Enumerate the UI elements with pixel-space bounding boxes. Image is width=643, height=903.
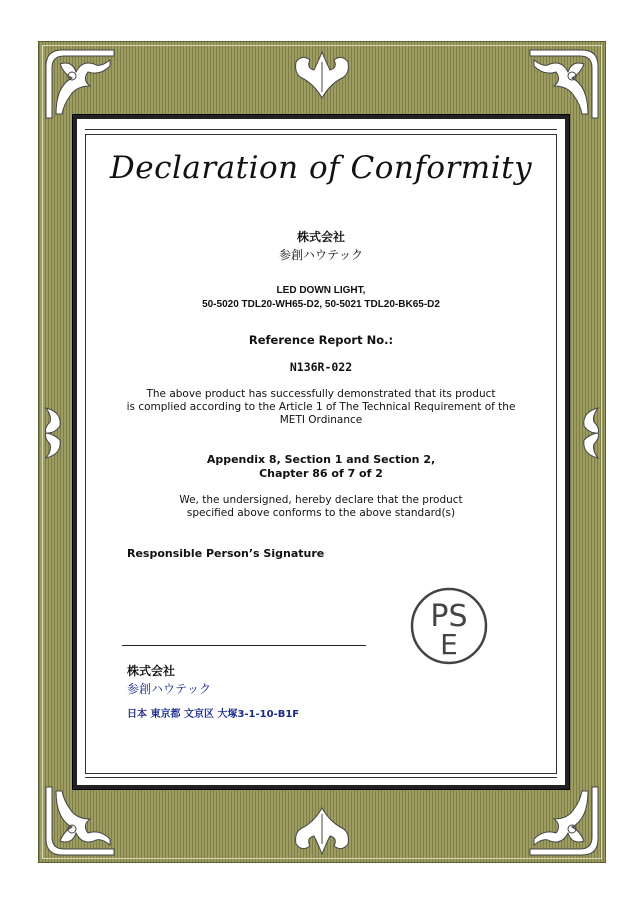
certificate-title: Declaration of Conformity <box>109 150 533 186</box>
declaration-line: specified above conforms to the above standard(s) <box>186 507 456 519</box>
compliance-statement <box>85 388 557 427</box>
side-scroll-ornament-icon <box>42 404 74 462</box>
appendix-line: Appendix 8, Section 1 and Section 2, <box>206 453 436 466</box>
corner-ornament-icon <box>42 783 118 859</box>
signature-line <box>122 645 366 646</box>
corner-ornament-icon <box>526 783 602 859</box>
statement-line: is complied according to the Article 1 of The Technical Requirement of the <box>126 401 516 413</box>
top-rule <box>85 129 557 130</box>
footer-company-name: 参創ハウテック <box>127 682 212 696</box>
appendix-line: Chapter 86 of 7 of 2 <box>259 467 383 480</box>
pse-mark-icon <box>409 586 489 666</box>
statement-line: METI Ordinance <box>279 414 363 426</box>
product-name: LED DOWN LIGHT, <box>276 285 366 296</box>
scroll-ornament-icon <box>292 804 352 858</box>
company-type: 株式会社 <box>296 230 345 244</box>
declaration-line: We, the undersigned, hereby declare that the product <box>179 494 463 506</box>
company-name: 参創ハウテック <box>278 248 363 262</box>
reference-report-label: Reference Report No.: <box>248 333 394 347</box>
corner-ornament-icon <box>526 46 602 122</box>
corner-ornament-icon <box>42 46 118 122</box>
product-models: 50-5020 TDL20-WH65-D2, 50-5021 TDL20-BK65-D2 <box>202 299 440 310</box>
statement-line: The above product has successfully demonstrated that its product <box>146 388 496 400</box>
appendix-reference <box>85 453 557 481</box>
reference-report-number: N136R-022 <box>289 360 353 374</box>
footer-address: 日本 東京都 文京区 大塚3-1-10-B1F <box>127 709 300 720</box>
footer-company-type: 株式会社 <box>127 664 176 678</box>
declaration-text <box>85 494 557 520</box>
scroll-ornament-icon <box>292 48 352 102</box>
bottom-rule <box>85 777 557 778</box>
signature-label: Responsible Person’s Signature <box>127 547 325 560</box>
pse-letter-bottom: E <box>440 628 458 661</box>
side-scroll-ornament-icon <box>570 404 602 462</box>
pse-letters-top: PS <box>430 599 468 634</box>
